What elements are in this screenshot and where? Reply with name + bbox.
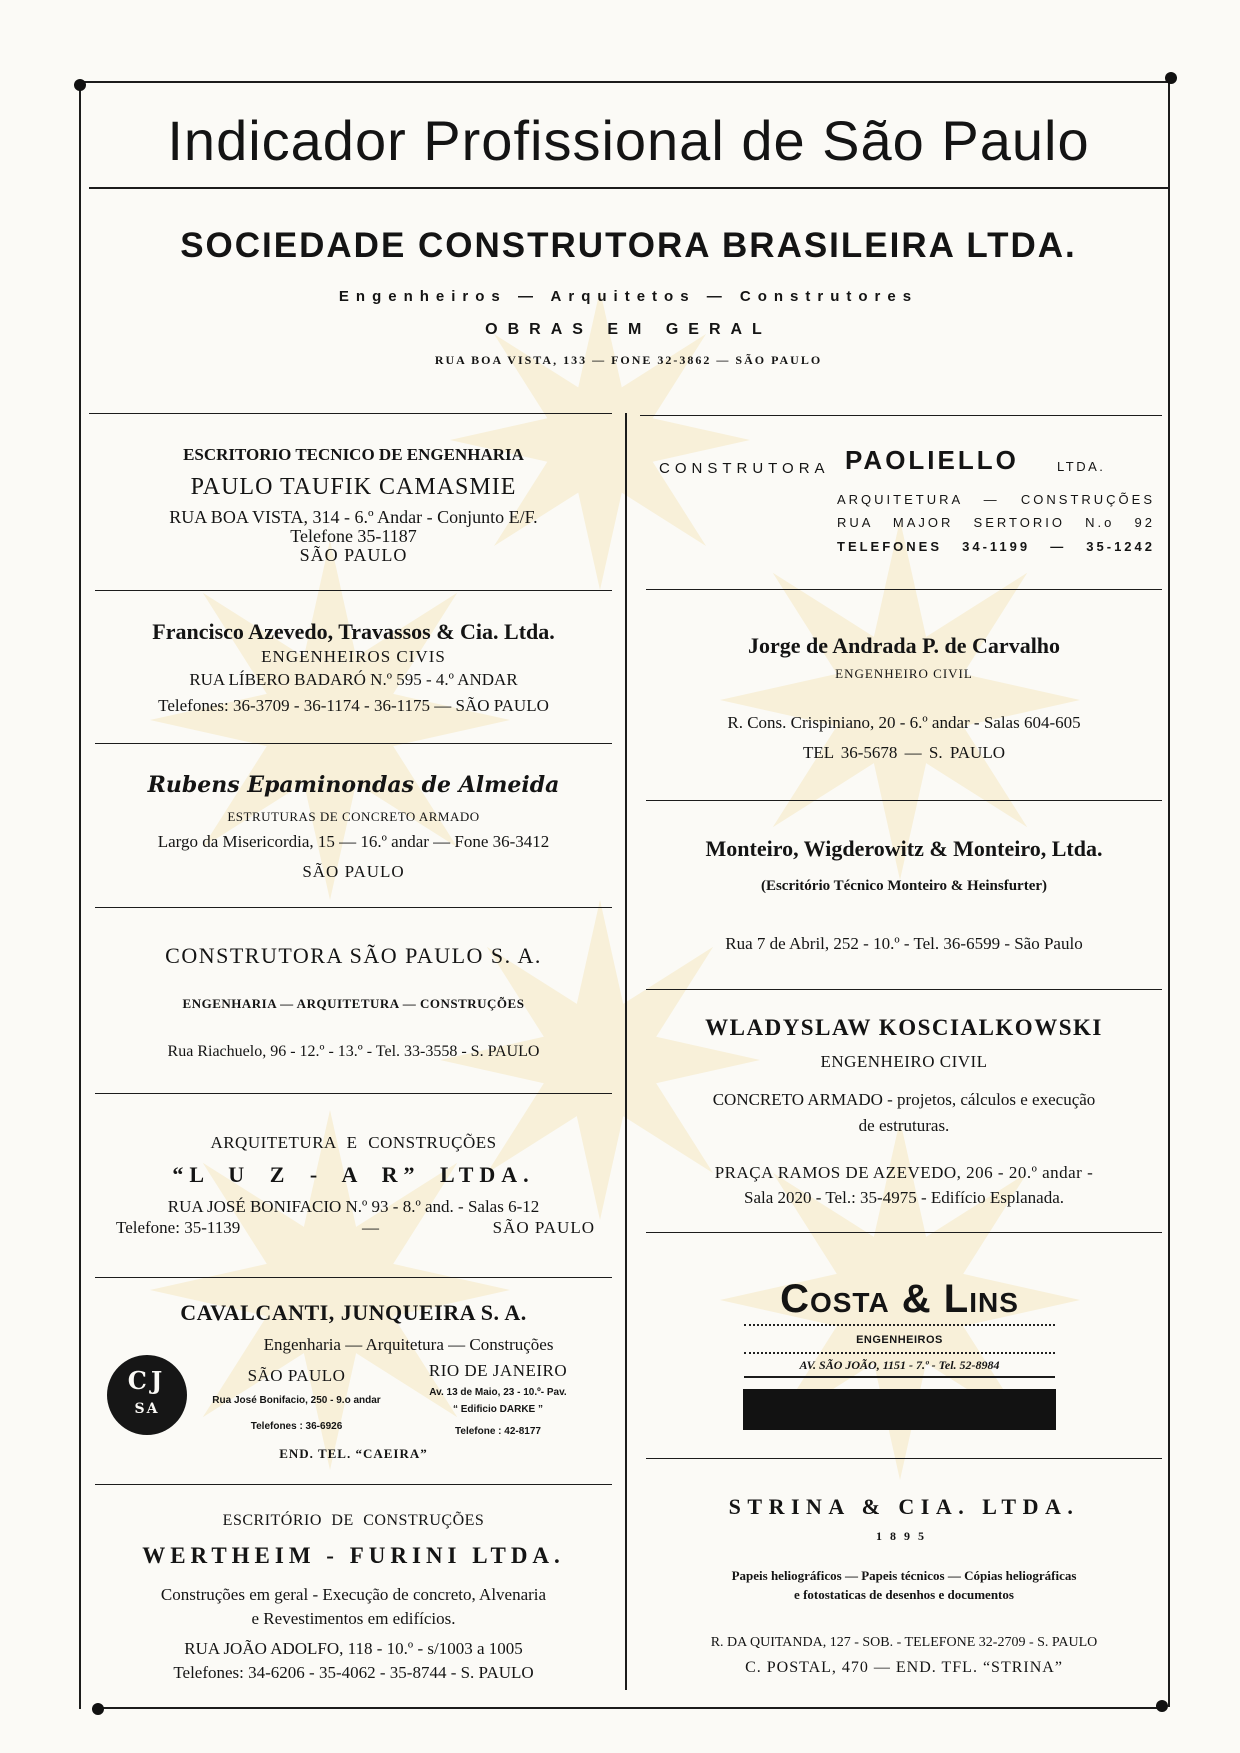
- office-rio-phone: Telefone : 42-8177: [455, 1426, 541, 1437]
- ad-heading: ESCRITORIO TECNICO DE ENGENHARIA: [183, 445, 524, 464]
- divider: [646, 1458, 1162, 1459]
- ad-address: Rua Riachuelo, 96 - 12.º - 13.º - Tel. 33-3558 - S. PAULO: [167, 1043, 540, 1060]
- divider: [89, 413, 612, 414]
- office-sao-paulo-phone: Telefones : 36-6926: [250, 1421, 343, 1432]
- ad-services: ARQUITETURA — CONSTRUÇÕES: [837, 492, 1155, 507]
- dotted-rule: [744, 1352, 1055, 1354]
- office-rio-city: RIO DE JANEIRO: [428, 1361, 568, 1380]
- ad-address: PRAÇA RAMOS DE AZEVEDO, 206 - 20.º andar -: [714, 1163, 1094, 1182]
- ad-city: SÃO PAULO: [492, 1218, 595, 1237]
- black-bar: [743, 1389, 1056, 1430]
- ad-address: RUA JOÃO ADOLFO, 118 - 10.º - s/1003 a 1005: [184, 1639, 523, 1658]
- office-rio-address: Av. 13 de Maio, 23 - 10.º- Pav.: [429, 1387, 567, 1398]
- ad-phones: TELEFONES 34-1199 — 35-1242: [837, 539, 1155, 554]
- ad-profession: ENGENHEIRO CIVIL: [820, 1052, 988, 1071]
- watermark-star: [720, 520, 1080, 880]
- ad-name: “L U Z - A R” LTDA.: [172, 1162, 535, 1187]
- page-title: Indicador Profissional de São Paulo: [167, 109, 1090, 172]
- ad-professions: Engenheiros — Arquitetos — Construtores: [338, 288, 919, 305]
- ad-specialty: ESTRUTURAS DE CONCRETO ARMADO: [227, 809, 480, 824]
- ad-name-suffix: LTDA.: [1057, 459, 1106, 474]
- ad-phone: TEL 36-5678 — S. PAULO: [803, 743, 1005, 762]
- ad-services: de estruturas.: [858, 1116, 950, 1135]
- divider: [95, 1277, 612, 1278]
- ad-address: RUA BOA VISTA, 314 - 6.º Andar - Conjunto E/F.: [169, 507, 538, 527]
- ad-services: OBRAS EM GERAL: [485, 321, 772, 338]
- ad-city: SÃO PAULO: [302, 862, 405, 881]
- divider: [95, 1093, 612, 1094]
- ad-name: PAOLIELLO: [845, 445, 1019, 475]
- frame-top: [80, 81, 1172, 83]
- corner-dot: [92, 1703, 104, 1715]
- divider: [95, 590, 612, 591]
- ad-name: SOCIEDADE CONSTRUTORA BRASILEIRA LTDA.: [180, 226, 1077, 265]
- divider: [95, 743, 612, 744]
- ad-address: Largo da Misericordia, 15 — 16.º andar — Fone 36-3412: [157, 832, 550, 851]
- ad-services: Engenharia — Arquitetura — Construções: [263, 1335, 554, 1354]
- ad-heading: ARQUITETURA E CONSTRUÇÕES: [210, 1133, 497, 1152]
- office-sao-paulo-city: SÃO PAULO: [247, 1366, 346, 1385]
- ad-address: RUA MAJOR SERTORIO N.o 92: [837, 515, 1155, 530]
- ad-address: Sala 2020 - Tel.: 35-4975 - Edifício Esplanada.: [743, 1188, 1064, 1207]
- ad-name: Rubens Epaminondas de Almeida: [147, 772, 560, 798]
- ad-address: R. Cons. Crispiniano, 20 - 6.º andar - Salas 604-605: [727, 713, 1081, 732]
- divider: [646, 989, 1162, 990]
- ad-phones: Telefones: 36-3709 - 36-1174 - 36-1175 — SÃO PAULO: [158, 696, 549, 715]
- ad-name: PAULO TAUFIK CAMASMIE: [190, 474, 517, 500]
- ad-name: WERTHEIM - FURINI LTDA.: [142, 1543, 565, 1568]
- ad-phone: Telefone 35-1187: [290, 526, 417, 546]
- divider: [646, 800, 1162, 801]
- ad-name: CAVALCANTI, JUNQUEIRA S. A.: [180, 1300, 527, 1325]
- ad-services: ENGENHARIA — ARQUITETURA — CONSTRUÇÕES: [182, 996, 525, 1011]
- divider: [95, 907, 612, 908]
- ad-address: RUA BOA VISTA, 133 — FONE 32-3862 — SÃO PAULO: [434, 353, 823, 367]
- divider: [95, 1484, 612, 1485]
- rule: [744, 1376, 1055, 1378]
- ad-phone: Telefone: 35-1139: [116, 1218, 241, 1237]
- ad-profession: ENGENHEIRO CIVIL: [835, 666, 973, 681]
- frame-bottom: [98, 1707, 1164, 1709]
- ad-name: Monteiro, Wigderowitz & Monteiro, Ltda.: [705, 836, 1103, 861]
- ad-postal: C. POSTAL, 470 — END. TFL. “STRINA”: [745, 1659, 1063, 1676]
- ad-address: Rua 7 de Abril, 252 - 10.º - Tel. 36-6599 - São Paulo: [725, 934, 1083, 953]
- ad-products: Papeis heliográficos — Papeis técnicos — Cópias heliográficas: [731, 1568, 1077, 1583]
- ad-name: Jorge de Andrada P. de Carvalho: [747, 633, 1061, 658]
- column-divider: [625, 413, 627, 1690]
- ad-name: Francisco Azevedo, Travassos & Cia. Ltda.: [152, 619, 555, 644]
- ad-name-prefix: CONSTRUTORA: [659, 460, 830, 477]
- corner-dot: [1165, 72, 1177, 84]
- corner-dot: [74, 79, 86, 91]
- ad-services: CONCRETO ARMADO - projetos, cálculos e execução: [712, 1090, 1096, 1109]
- ad-products: e fotostaticas de desenhos e documentos: [794, 1587, 1014, 1602]
- ad-address: RUA LÍBERO BADARÓ N.º 595 - 4.º ANDAR: [189, 670, 518, 689]
- ad-subtitle: (Escritório Técnico Monteiro & Heinsfurter): [760, 878, 1048, 894]
- office-rio-building: “ Edificio DARKE ”: [452, 1404, 543, 1415]
- divider: [646, 589, 1162, 590]
- corner-dot: [1156, 1700, 1168, 1712]
- ad-services: Construções em geral - Execução de concreto, Alvenaria: [160, 1585, 547, 1604]
- divider: [646, 1232, 1162, 1233]
- ad-phones: Telefones: 34-6206 - 35-4062 - 35-8744 - S. PAULO: [173, 1663, 534, 1682]
- ad-heading: ESCRITÓRIO DE CONSTRUÇÕES: [222, 1512, 485, 1529]
- logo-bottom-letters: SA: [134, 1401, 160, 1417]
- cavalcanti-logo: [107, 1355, 187, 1435]
- ad-address: R. DA QUITANDA, 127 - SOB. - TELEFONE 32-2709 - S. PAULO: [710, 1635, 1098, 1650]
- ad-separator: —: [362, 1218, 379, 1237]
- ad-address: RUA JOSÉ BONIFACIO N.º 93 - 8.º and. - Salas 6-12: [167, 1197, 540, 1216]
- ad-profession: ENGENHEIROS CIVIS: [261, 647, 446, 666]
- divider: [640, 415, 1162, 416]
- frame-right: [1168, 80, 1170, 1707]
- frame-left: [79, 84, 81, 1709]
- ad-city: SÃO PAULO: [299, 545, 408, 565]
- ad-profession: ENGENHEIROS: [856, 1334, 943, 1346]
- ad-name: WLADYSLAW KOSCIALKOWSKI: [705, 1015, 1103, 1040]
- logo-top-letters: CJ: [127, 1366, 167, 1395]
- ad-services: e Revestimentos em edifícios.: [251, 1609, 456, 1628]
- ad-address: AV. SÃO JOÃO, 1151 - 7.º - Tel. 52-8984: [799, 1358, 1000, 1372]
- ad-founded: 1895: [876, 1529, 932, 1543]
- ad-telegram: END. TEL. “CAEIRA”: [279, 1446, 428, 1461]
- ad-name: Costa & Lins: [780, 1277, 1019, 1321]
- office-sao-paulo-address: Rua José Bonifacio, 250 - 9.o andar: [212, 1395, 381, 1406]
- title-underline: [89, 187, 1168, 189]
- dotted-rule: [744, 1324, 1055, 1326]
- ad-name: STRINA & CIA. LTDA.: [728, 1494, 1080, 1519]
- ad-name: CONSTRUTORA SÃO PAULO S. A.: [165, 943, 542, 968]
